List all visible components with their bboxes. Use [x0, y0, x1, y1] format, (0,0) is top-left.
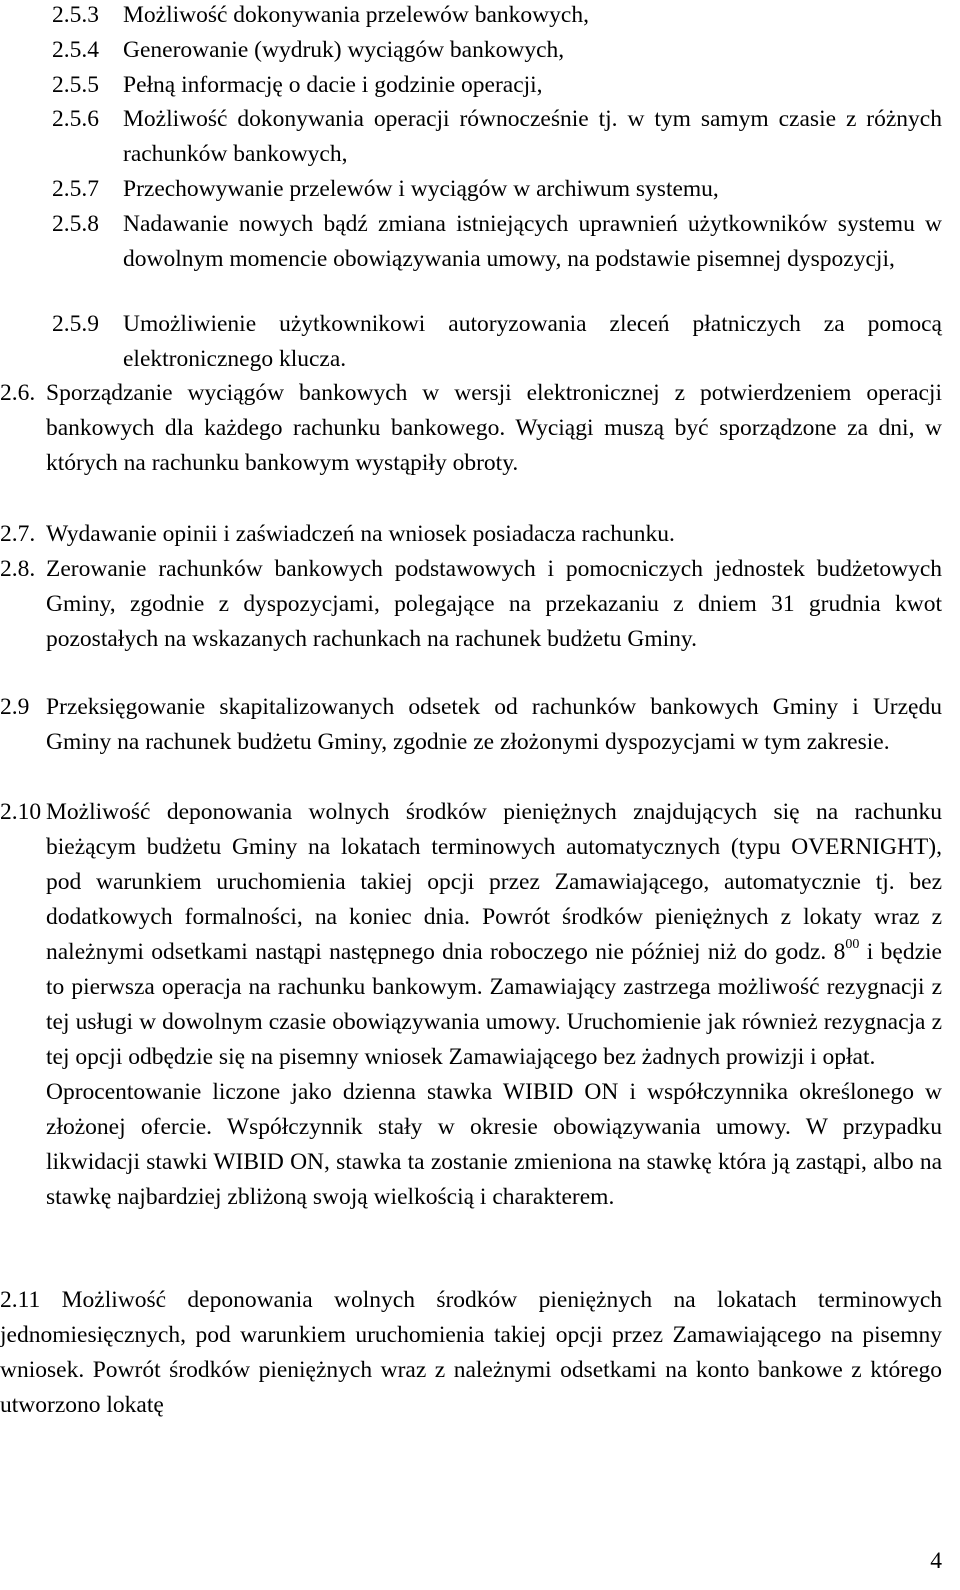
list-item: [0, 517, 942, 552]
item-number: 2.7.: [0, 521, 36, 547]
item-number: 2.8.: [0, 556, 36, 582]
item-number: 2.5.8: [52, 211, 99, 237]
list-item: [52, 102, 942, 172]
item-text: Generowanie (wydruk) wyciągów bankowych,: [123, 37, 565, 63]
item-text: [46, 795, 942, 1215]
item-text: Możliwość dokonywania przelewów bankowych,: [123, 2, 589, 28]
page-number: 4: [930, 1548, 942, 1574]
list-item: [52, 68, 942, 103]
superscript: 00: [845, 937, 860, 953]
item-number: 2.5.4: [52, 37, 99, 63]
item-text: Pełną informację o dacie i godzinie operacji,: [123, 72, 543, 98]
item-text: [0, 1283, 942, 1423]
item-text: Możliwość dokonywania operacji równocześnie tj. w tym samym czasie z różnych rachunków bankowych,: [123, 106, 942, 167]
item-number: 2.10: [0, 799, 42, 825]
text-segment: Możliwość deponowania wolnych środków pieniężnych znajdujących się na rachunku bieżącym budżetu Gminy na lokatach terminowych automatycznych (typu OVERNIGHT), pod warunkiem uruchomienia takiej opcji przez Zamawiającego, automatycznie tj. bez dodatkowych formalności, na koniec dnia. Powrót środków pieniężnych z lokaty wraz z należnymi odsetkami nastąpi następnego dnia roboczego nie później niż do godz. 8: [46, 799, 942, 965]
item-number: 2.5.3: [52, 2, 99, 28]
list-item: [0, 376, 942, 481]
item-text: Wydawanie opinii i zaświadczeń na wniosek posiadacza rachunku.: [46, 521, 675, 547]
item-text: Przechowywanie przelewów i wyciągów w archiwum systemu,: [123, 176, 719, 202]
item-number: 2.6.: [0, 380, 36, 406]
item-number: 2.9: [0, 694, 30, 720]
list-item: [52, 307, 942, 377]
list-item: [0, 690, 942, 760]
item-text: Umożliwienie użytkownikowi autoryzowania zleceń płatniczych za pomocą elektronicznego klucza.: [123, 311, 942, 372]
item-paragraph: [46, 795, 942, 1075]
list-item: [0, 552, 942, 657]
item-number: 2.5.7: [52, 176, 99, 202]
item-number: 2.5.6: [52, 106, 99, 132]
item-text: Nadawanie nowych bądź zmiana istniejących uprawnień użytkowników systemu w dowolnym momencie obowiązywania umowy, na podstawie pisemnej dyspozycji,: [123, 211, 942, 272]
list-item: [0, 1283, 942, 1423]
list-item: [52, 33, 942, 68]
item-number: 2.5.9: [52, 311, 99, 337]
list-item: [0, 795, 942, 1215]
text-segment: Możliwość deponowania wolnych środków pieniężnych na lokatach terminowych jednomiesięcznych, pod warunkiem uruchomienia takiej opcji przez Zamawiającego na pisemny wniosek. Powrót środków pieniężnych wraz z należnymi odsetkami na konto bankowe z którego utworzono lokatę: [0, 1287, 942, 1418]
list-item: [52, 0, 942, 33]
text-segment: i będzie to pierwsza operacja na rachunku bankowym. Zamawiający zastrzega możliwość rezygnacji z tej usługi w dowolnym czasie obowiązywania umowy. Uruchomienie jak również rezygnacja z tej opcji odbędzie się na pisemny wniosek Zamawiającego bez żadnych prowizji i opłat.: [46, 939, 942, 1070]
list-item: [52, 172, 942, 207]
item-number: 2.11: [0, 1287, 41, 1313]
item-text: Przeksięgowanie skapitalizowanych odsetek od rachunków bankowych Gminy i Urzędu Gminy na rachunek budżetu Gminy, zgodnie ze złożonymi dyspozycjami w tym zakresie.: [46, 694, 942, 755]
item-number: 2.5.5: [52, 72, 99, 98]
item-paragraph: Oprocentowanie liczone jako dzienna stawka WIBID ON i współczynnika określonego w złożonej ofercie. Współczynnik stały w okresie obowiązywania umowy. W przypadku likwidacji stawki WIBID ON, stawka ta zostanie zmieniona na stawkę która ją zastąpi, albo na stawkę najbardziej zbliżoną swoją wielkością i charakterem.: [46, 1079, 942, 1210]
item-text: Zerowanie rachunków bankowych podstawowych i pomocniczych jednostek budżetowych Gminy, zgodnie z dyspozycjami, polegające na przekazaniu z dniem 31 grudnia kwot pozostałych na wskazanych rachunkach na rachunek budżetu Gminy.: [46, 556, 942, 652]
item-text: Sporządzanie wyciągów bankowych w wersji elektronicznej z potwierdzeniem operacji bankowych dla każdego rachunku bankowego. Wyciągi muszą być sporządzone za dni, w których na rachunku bankowym wystąpiły obroty.: [46, 380, 942, 476]
list-item: [52, 207, 942, 277]
